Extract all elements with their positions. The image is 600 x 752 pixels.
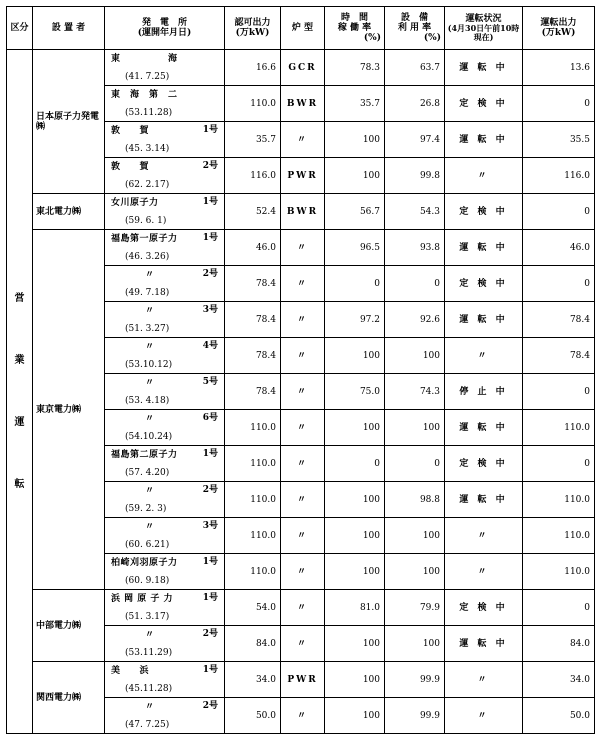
plant-name: 〃 xyxy=(145,306,155,316)
header-time-util-line3: (%) xyxy=(363,33,381,43)
plant-name: 福島第二原子力 xyxy=(111,450,178,460)
table-row xyxy=(7,230,595,266)
capacity-cell: 78.4 xyxy=(225,266,281,302)
header-category: 区分 xyxy=(7,7,33,50)
status-cell: 定 検 中 xyxy=(445,590,523,626)
header-cap-factor-line2: 利 用 率 xyxy=(397,23,432,33)
plant-unit: 3号 xyxy=(202,305,218,315)
plant-start-date: (41. 7.25) xyxy=(125,72,170,82)
capacity-cell: 110.0 xyxy=(225,518,281,554)
time-rate-cell: 100 xyxy=(325,158,385,194)
time-rate-cell: 100 xyxy=(325,410,385,446)
plant-start-date: (59. 2. 3) xyxy=(125,504,167,514)
output-cell: 13.6 xyxy=(523,50,595,86)
plant-cell xyxy=(105,338,225,374)
plant-start-date: (53.10.12) xyxy=(125,360,173,370)
operator-cell: 東京電力㈱ xyxy=(33,230,105,590)
operator-cell: 日本原子力発電㈱ xyxy=(33,50,105,194)
table-row xyxy=(7,194,595,230)
time-rate-cell: 0 xyxy=(325,266,385,302)
reactor-type-cell: 〃 xyxy=(281,554,325,590)
plant-name: 敦 賀 xyxy=(111,162,150,172)
plant-cell xyxy=(105,86,225,122)
output-cell: 110.0 xyxy=(523,410,595,446)
plant-name: 〃 xyxy=(145,414,155,424)
plant-start-date: (45.11.28) xyxy=(125,684,173,694)
capacity-factor-cell: 100 xyxy=(385,338,445,374)
plant-cell xyxy=(105,374,225,410)
output-cell: 78.4 xyxy=(523,338,595,374)
plant-name: 女川原子力 xyxy=(111,198,159,208)
capacity-cell: 110.0 xyxy=(225,554,281,590)
plant-cell xyxy=(105,266,225,302)
status-cell: 定 検 中 xyxy=(445,86,523,122)
plant-cell xyxy=(105,518,225,554)
plant-unit: 4号 xyxy=(202,341,218,351)
output-cell: 110.0 xyxy=(523,482,595,518)
capacity-cell: 54.0 xyxy=(225,590,281,626)
plant-start-date: (60. 9.18) xyxy=(125,576,170,586)
plant-name: 福島第一原子力 xyxy=(111,234,178,244)
output-cell: 0 xyxy=(523,194,595,230)
capacity-factor-cell: 79.9 xyxy=(385,590,445,626)
time-rate-cell: 75.0 xyxy=(325,374,385,410)
plant-unit: 2号 xyxy=(202,269,218,279)
plant-cell xyxy=(105,230,225,266)
status-cell: 〃 xyxy=(445,698,523,734)
reactor-type-cell: 〃 xyxy=(281,626,325,662)
table-row xyxy=(7,50,595,86)
plant-start-date: (49. 7.18) xyxy=(125,288,170,298)
plant-cell xyxy=(105,302,225,338)
nuclear-plant-status-sheet xyxy=(6,6,595,734)
reactor-type-cell: PWR xyxy=(281,662,325,698)
capacity-factor-cell: 100 xyxy=(385,410,445,446)
reactor-type-cell: PWR xyxy=(281,158,325,194)
header-time-util xyxy=(325,7,385,50)
plant-unit: 2号 xyxy=(202,629,218,639)
plant-status-table xyxy=(6,6,595,734)
plant-start-date: (60. 6.21) xyxy=(125,540,170,550)
header-capacity-line1: 認可出力 xyxy=(234,18,271,28)
plant-cell xyxy=(105,122,225,158)
capacity-cell: 116.0 xyxy=(225,158,281,194)
plant-start-date: (45. 3.14) xyxy=(125,144,170,154)
header-capacity xyxy=(225,7,281,50)
header-status xyxy=(445,7,523,50)
plant-start-date: (53. 4.18) xyxy=(125,396,170,406)
reactor-type-cell: BWR xyxy=(281,86,325,122)
plant-unit: 3号 xyxy=(202,521,218,531)
time-rate-cell: 100 xyxy=(325,626,385,662)
output-cell: 50.0 xyxy=(523,698,595,734)
capacity-factor-cell: 74.3 xyxy=(385,374,445,410)
header-output-line2: (万kW) xyxy=(541,28,576,38)
plant-unit: 1号 xyxy=(202,557,218,567)
output-cell: 0 xyxy=(523,374,595,410)
status-cell: 定 検 中 xyxy=(445,266,523,302)
time-rate-cell: 0 xyxy=(325,446,385,482)
header-time-util-line1: 時 間 xyxy=(340,13,368,23)
output-cell: 78.4 xyxy=(523,302,595,338)
plant-name: 柏崎刈羽原子力 xyxy=(111,558,178,568)
output-cell: 0 xyxy=(523,446,595,482)
plant-cell xyxy=(105,50,225,86)
time-rate-cell: 100 xyxy=(325,554,385,590)
reactor-type-cell: 〃 xyxy=(281,122,325,158)
category-cell xyxy=(7,50,33,734)
plant-cell xyxy=(105,698,225,734)
status-cell: 〃 xyxy=(445,554,523,590)
plant-unit: 6号 xyxy=(202,413,218,423)
capacity-factor-cell: 100 xyxy=(385,554,445,590)
plant-name: 東 海 第 二 xyxy=(111,90,178,100)
status-cell: 停 止 中 xyxy=(445,374,523,410)
capacity-factor-cell: 100 xyxy=(385,626,445,662)
plant-name: 〃 xyxy=(145,522,155,532)
time-rate-cell: 97.2 xyxy=(325,302,385,338)
plant-cell xyxy=(105,194,225,230)
capacity-cell: 35.7 xyxy=(225,122,281,158)
header-plant xyxy=(105,7,225,50)
capacity-cell: 110.0 xyxy=(225,410,281,446)
status-cell: 運 転 中 xyxy=(445,50,523,86)
reactor-type-cell: 〃 xyxy=(281,698,325,734)
reactor-type-cell: 〃 xyxy=(281,374,325,410)
plant-name: 〃 xyxy=(145,486,155,496)
status-cell: 定 検 中 xyxy=(445,194,523,230)
header-row xyxy=(7,7,595,50)
header-output xyxy=(523,7,595,50)
plant-name: 〃 xyxy=(145,630,155,640)
capacity-cell: 78.4 xyxy=(225,338,281,374)
plant-start-date: (62. 2.17) xyxy=(125,180,170,190)
plant-unit: 1号 xyxy=(202,593,218,603)
header-capacity-line2: (万kW) xyxy=(235,28,270,38)
category-char: 業 xyxy=(14,354,25,366)
plant-unit: 1号 xyxy=(202,197,218,207)
plant-start-date: (51. 3.27) xyxy=(125,324,170,334)
plant-unit: 1号 xyxy=(202,125,218,135)
status-cell: 〃 xyxy=(445,158,523,194)
header-reactor: 炉 型 xyxy=(281,7,325,50)
plant-name: 敦 賀 xyxy=(111,126,150,136)
plant-start-date: (47. 7.25) xyxy=(125,720,170,730)
time-rate-cell: 81.0 xyxy=(325,590,385,626)
plant-cell xyxy=(105,662,225,698)
plant-unit: 1号 xyxy=(202,233,218,243)
capacity-factor-cell: 99.8 xyxy=(385,158,445,194)
plant-name: 〃 xyxy=(145,702,155,712)
capacity-factor-cell: 98.8 xyxy=(385,482,445,518)
capacity-factor-cell: 99.9 xyxy=(385,698,445,734)
plant-name: 〃 xyxy=(145,270,155,280)
status-cell: 運 転 中 xyxy=(445,626,523,662)
plant-name: 東 海 xyxy=(111,54,178,64)
status-cell: 〃 xyxy=(445,338,523,374)
capacity-cell: 78.4 xyxy=(225,374,281,410)
plant-cell xyxy=(105,590,225,626)
reactor-type-cell: 〃 xyxy=(281,518,325,554)
capacity-cell: 46.0 xyxy=(225,230,281,266)
capacity-cell: 78.4 xyxy=(225,302,281,338)
plant-start-date: (53.11.29) xyxy=(125,648,173,658)
plant-unit: 2号 xyxy=(202,701,218,711)
header-time-util-line2: 稼 働 率 xyxy=(337,23,372,33)
status-cell: 〃 xyxy=(445,662,523,698)
reactor-type-cell: 〃 xyxy=(281,590,325,626)
header-operator: 設 置 者 xyxy=(33,7,105,50)
capacity-cell: 110.0 xyxy=(225,482,281,518)
reactor-type-cell: BWR xyxy=(281,194,325,230)
time-rate-cell: 100 xyxy=(325,518,385,554)
status-cell: 運 転 中 xyxy=(445,482,523,518)
header-plant-line1: 発 電 所 xyxy=(141,18,187,28)
reactor-type-cell: GCR xyxy=(281,50,325,86)
capacity-cell: 110.0 xyxy=(225,86,281,122)
output-cell: 116.0 xyxy=(523,158,595,194)
plant-start-date: (54.10.24) xyxy=(125,432,173,442)
plant-name: 美 浜 xyxy=(111,666,150,676)
capacity-factor-cell: 99.9 xyxy=(385,662,445,698)
plant-unit: 1号 xyxy=(202,665,218,675)
capacity-cell: 16.6 xyxy=(225,50,281,86)
time-rate-cell: 96.5 xyxy=(325,230,385,266)
plant-start-date: (51. 3.17) xyxy=(125,612,170,622)
capacity-factor-cell: 0 xyxy=(385,446,445,482)
operator-cell: 関西電力㈱ xyxy=(33,662,105,734)
time-rate-cell: 100 xyxy=(325,482,385,518)
reactor-type-cell: 〃 xyxy=(281,482,325,518)
plant-cell xyxy=(105,482,225,518)
capacity-factor-cell: 26.8 xyxy=(385,86,445,122)
time-rate-cell: 100 xyxy=(325,122,385,158)
plant-start-date: (46. 3.26) xyxy=(125,252,170,262)
output-cell: 84.0 xyxy=(523,626,595,662)
reactor-type-cell: 〃 xyxy=(281,446,325,482)
output-cell: 34.0 xyxy=(523,662,595,698)
plant-cell xyxy=(105,158,225,194)
output-cell: 46.0 xyxy=(523,230,595,266)
plant-cell xyxy=(105,626,225,662)
capacity-factor-cell: 92.6 xyxy=(385,302,445,338)
status-cell: 運 転 中 xyxy=(445,122,523,158)
header-cap-factor-line1: 設 備 xyxy=(400,13,428,23)
time-rate-cell: 35.7 xyxy=(325,86,385,122)
capacity-cell: 84.0 xyxy=(225,626,281,662)
operator-cell: 東北電力㈱ xyxy=(33,194,105,230)
plant-unit: 5号 xyxy=(202,377,218,387)
header-cap-factor-line3: (%) xyxy=(423,33,441,43)
plant-start-date: (59. 6. 1) xyxy=(125,216,167,226)
time-rate-cell: 56.7 xyxy=(325,194,385,230)
status-cell: 運 転 中 xyxy=(445,302,523,338)
plant-name: 浜 岡 原 子 力 xyxy=(111,594,174,604)
time-rate-cell: 78.3 xyxy=(325,50,385,86)
capacity-factor-cell: 63.7 xyxy=(385,50,445,86)
status-cell: 〃 xyxy=(445,518,523,554)
reactor-type-cell: 〃 xyxy=(281,302,325,338)
table-row xyxy=(7,662,595,698)
capacity-factor-cell: 0 xyxy=(385,266,445,302)
operator-cell: 中部電力㈱ xyxy=(33,590,105,662)
plant-cell xyxy=(105,410,225,446)
header-output-line1: 運転出力 xyxy=(540,18,577,28)
output-cell: 0 xyxy=(523,266,595,302)
plant-start-date: (53.11.28) xyxy=(125,108,173,118)
header-plant-line2: (運開年月日) xyxy=(137,28,192,38)
status-cell: 運 転 中 xyxy=(445,410,523,446)
output-cell: 110.0 xyxy=(523,518,595,554)
reactor-type-cell: 〃 xyxy=(281,338,325,374)
time-rate-cell: 100 xyxy=(325,338,385,374)
capacity-factor-cell: 93.8 xyxy=(385,230,445,266)
plant-name: 〃 xyxy=(145,342,155,352)
output-cell: 35.5 xyxy=(523,122,595,158)
header-status-sub: (4月30日午前10時現在) xyxy=(447,23,520,42)
output-cell: 0 xyxy=(523,86,595,122)
plant-unit: 1号 xyxy=(202,449,218,459)
table-row xyxy=(7,590,595,626)
header-status-line1: 運転状況 xyxy=(465,14,502,24)
capacity-factor-cell: 100 xyxy=(385,518,445,554)
status-cell: 定 検 中 xyxy=(445,446,523,482)
table-body xyxy=(7,50,595,734)
status-cell: 運 転 中 xyxy=(445,230,523,266)
capacity-cell: 52.4 xyxy=(225,194,281,230)
capacity-factor-cell: 54.3 xyxy=(385,194,445,230)
output-cell: 0 xyxy=(523,590,595,626)
plant-cell xyxy=(105,446,225,482)
category-char: 運 xyxy=(14,416,25,428)
capacity-factor-cell: 97.4 xyxy=(385,122,445,158)
plant-start-date: (57. 4.20) xyxy=(125,468,170,478)
reactor-type-cell: 〃 xyxy=(281,410,325,446)
reactor-type-cell: 〃 xyxy=(281,230,325,266)
reactor-type-cell: 〃 xyxy=(281,266,325,302)
time-rate-cell: 100 xyxy=(325,662,385,698)
capacity-cell: 50.0 xyxy=(225,698,281,734)
plant-unit: 2号 xyxy=(202,485,218,495)
plant-name: 〃 xyxy=(145,378,155,388)
category-char: 営 xyxy=(14,292,25,304)
header-cap-factor xyxy=(385,7,445,50)
plant-cell xyxy=(105,554,225,590)
category-char: 転 xyxy=(14,478,25,490)
time-rate-cell: 100 xyxy=(325,698,385,734)
output-cell: 110.0 xyxy=(523,554,595,590)
capacity-cell: 34.0 xyxy=(225,662,281,698)
capacity-cell: 110.0 xyxy=(225,446,281,482)
plant-unit: 2号 xyxy=(202,161,218,171)
